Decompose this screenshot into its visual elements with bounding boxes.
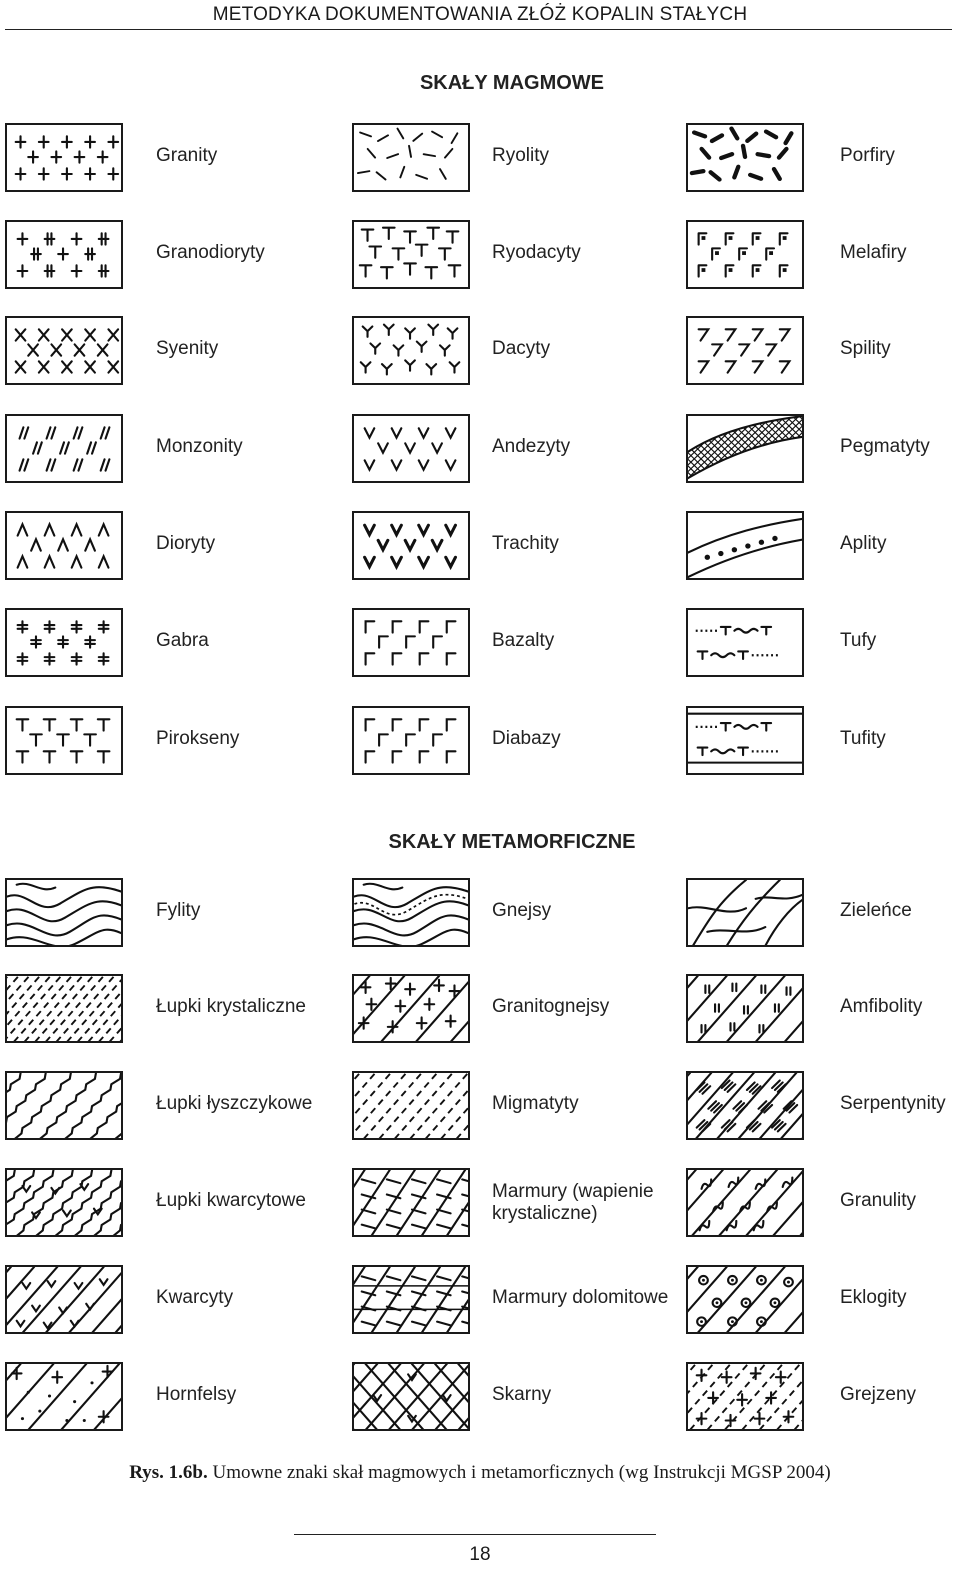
swatch-pattern [688,708,802,773]
label-spility: Spility [840,338,891,359]
swatch-aplity [686,511,804,580]
label-trachity: Trachity [492,533,559,554]
swatch-pattern [354,1073,468,1138]
label-melafiry: Melafiry [840,242,907,263]
label-dioryty: Dioryty [156,533,216,554]
swatch-pattern [7,1073,121,1138]
label-amfibolity: Amfibolity [840,996,923,1017]
label-lupki-krystaliczne: Łupki krystaliczne [156,996,306,1017]
section-title-igneous: SKAŁY MAGMOWE [419,72,605,94]
page-header [0,0,960,32]
label-migmatyty: Migmatyty [492,1093,579,1114]
label-andezyty: Andezyty [492,436,571,457]
label-ryodacyty: Ryodacyty [492,242,581,263]
swatch-pattern [354,1267,468,1332]
label-marmury-wapienie-krystaliczne: Marmury (wapienie krystaliczne) [492,1181,654,1224]
swatch-andezyty [352,414,470,483]
swatch-amfibolity [686,974,804,1043]
label-tufity: Tufity [840,728,886,749]
swatch-pattern [354,222,468,287]
swatch-pattern [688,1073,802,1138]
swatch-monzonity [5,414,123,483]
swatch-pattern [354,1364,468,1429]
swatch-hornfelsy [5,1362,123,1431]
label-ryolity: Ryolity [492,145,550,166]
label-pirokseny: Pirokseny [156,728,240,749]
swatch-kwarcyty [5,1265,123,1334]
swatch-pattern [354,610,468,675]
header-rule [5,29,952,30]
label-hornfelsy: Hornfelsy [156,1384,237,1405]
swatch-pattern [7,222,121,287]
page-number: 18 [469,1544,491,1565]
swatch-melafiry [686,220,804,289]
swatch-zielence [686,878,804,947]
swatch-pattern [7,1170,121,1235]
label-tufy: Tufy [840,630,877,651]
swatch-pattern [354,416,468,481]
swatch-pattern [688,222,802,287]
swatch-granodioryty [5,220,123,289]
label-granodioryty: Granodioryty [156,242,265,263]
section-title-metamorphic: SKAŁY METAMORFICZNE [388,831,636,853]
swatch-pattern [7,708,121,773]
label-bazalty: Bazalty [492,630,555,651]
swatch-granulity [686,1168,804,1237]
swatch-pattern [688,1267,802,1332]
swatch-pattern [7,125,121,190]
swatch-dioryty [5,511,123,580]
swatch-pattern [7,318,121,383]
swatch-grejzeny [686,1362,804,1431]
swatch-pattern [354,513,468,578]
swatch-pattern [354,880,468,945]
swatch-eklogity [686,1265,804,1334]
swatch-skarny [352,1362,470,1431]
swatch-tufity [686,706,804,775]
swatch-marmury-dolomitowe [352,1265,470,1334]
swatch-porfiry [686,123,804,192]
swatch-granity [5,123,123,192]
label-granulity: Granulity [840,1190,917,1211]
label-kwarcyty: Kwarcyty [156,1287,234,1308]
swatch-pattern [354,708,468,773]
swatch-dacyty [352,316,470,385]
swatch-pirokseny [5,706,123,775]
label-gnejsy: Gnejsy [492,900,552,921]
swatch-migmatyty [352,1071,470,1140]
swatch-ryolity [352,123,470,192]
label-eklogity: Eklogity [840,1287,907,1308]
label-porfiry: Porfiry [840,145,895,166]
label-gabra: Gabra [156,630,209,651]
label-granitognejsy: Granitognejsy [492,996,610,1017]
label-aplity: Aplity [840,533,887,554]
swatch-pattern [354,125,468,190]
swatch-pattern [688,125,802,190]
swatch-marmury-wapienie-krystaliczne [352,1168,470,1237]
footer-rule [294,1534,656,1535]
swatch-spility [686,316,804,385]
swatch-lupki-lyszczykowe [5,1071,123,1140]
swatch-pattern [354,318,468,383]
swatch-pattern [688,610,802,675]
label-dacyty: Dacyty [492,338,551,359]
label-monzonity: Monzonity [156,436,243,457]
label-lupki-lyszczykowe: Łupki łyszczykowe [156,1093,313,1114]
swatch-pattern [688,1364,802,1429]
figure-caption-label: Rys. 1.6b. [129,1462,208,1483]
swatch-pattern [7,1364,121,1429]
label-serpentynity: Serpentynity [840,1093,946,1114]
swatch-pattern [7,416,121,481]
swatch-pattern [688,976,802,1041]
swatch-gnejsy [352,878,470,947]
label-diabazy: Diabazy [492,728,561,749]
label-fylity: Fylity [156,900,201,921]
swatch-gabra [5,608,123,677]
swatch-pegmatyty [686,414,804,483]
header-title: METODYKA DOKUMENTOWANIA ZŁÓŻ KOPALIN STAŁYCH [212,4,748,25]
swatch-syenity [5,316,123,385]
label-grejzeny: Grejzeny [840,1384,917,1405]
label-zielence: Zieleńce [840,900,912,921]
label-pegmatyty: Pegmatyty [840,436,930,457]
swatch-pattern [354,1170,468,1235]
swatch-pattern [7,976,121,1041]
swatch-pattern [7,1267,121,1332]
label-skarny: Skarny [492,1384,552,1405]
swatch-trachity [352,511,470,580]
swatch-pattern [688,1170,802,1235]
figure-caption [0,1462,960,1484]
swatch-lupki-kwarcytowe [5,1168,123,1237]
swatch-pattern [7,513,121,578]
swatch-granitognejsy [352,974,470,1043]
swatch-ryodacyty [352,220,470,289]
label-lupki-kwarcytowe: Łupki kwarcytowe [156,1190,306,1211]
swatch-diabazy [352,706,470,775]
swatch-pattern [7,880,121,945]
label-syenity: Syenity [156,338,219,359]
swatch-fylity [5,878,123,947]
swatch-pattern [354,976,468,1041]
label-marmury-dolomitowe: Marmury dolomitowe [492,1287,669,1308]
swatch-tufy [686,608,804,677]
figure-caption-text: Umowne znaki skał magmowych i metamorficznych (wg Instrukcji MGSP 2004) [207,1462,831,1483]
swatch-pattern [688,880,802,945]
swatch-pattern [7,610,121,675]
swatch-lupki-krystaliczne [5,974,123,1043]
swatch-pattern [688,513,802,578]
swatch-pattern [688,318,802,383]
label-granity: Granity [156,145,218,166]
swatch-serpentynity [686,1071,804,1140]
swatch-pattern [688,416,802,481]
swatch-bazalty [352,608,470,677]
